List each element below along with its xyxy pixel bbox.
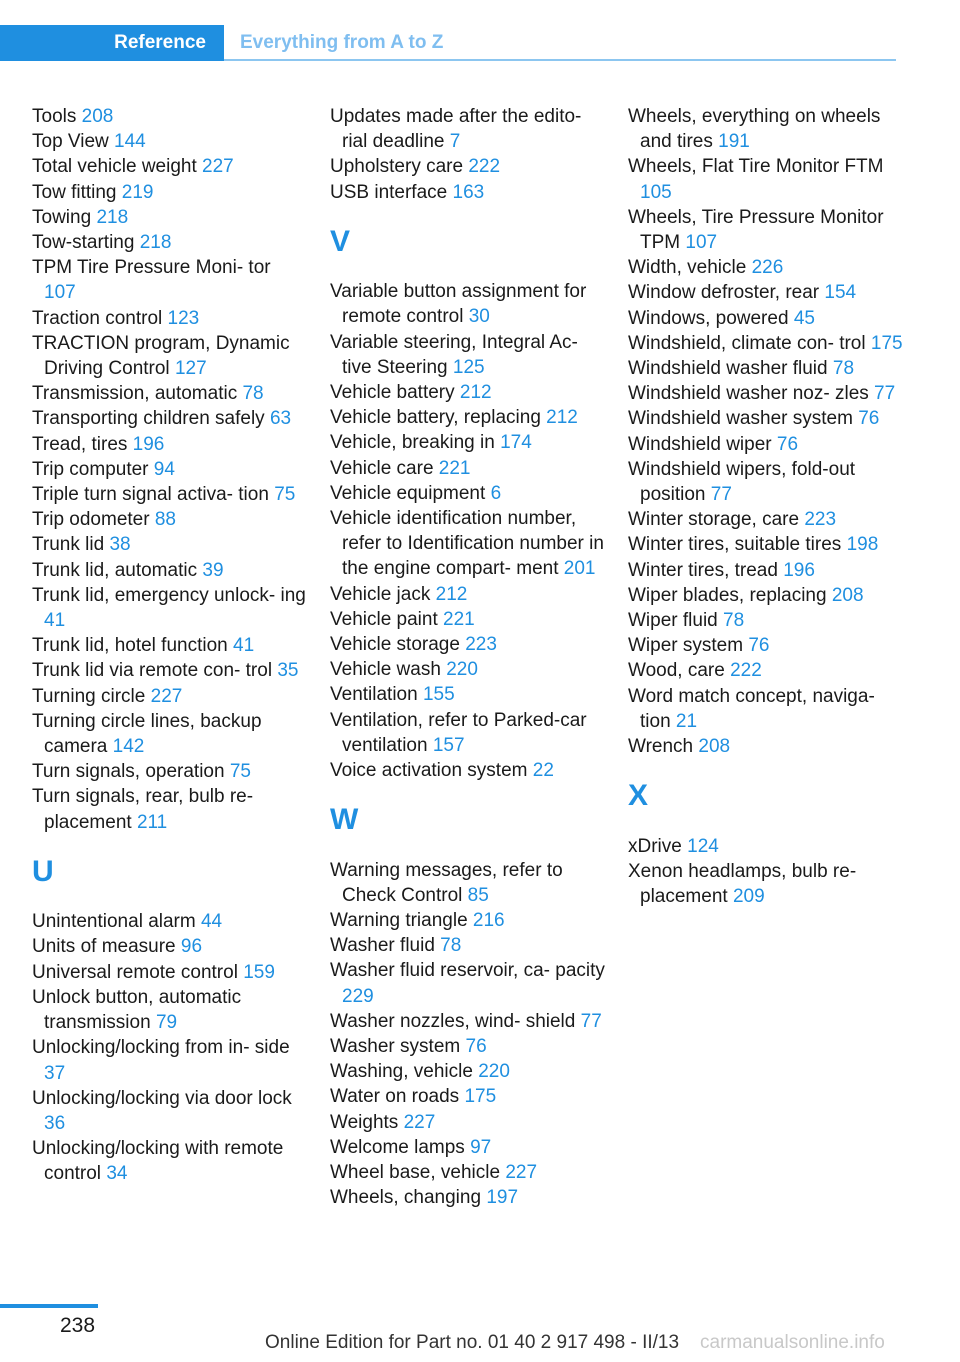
page-reference-link[interactable]: 220 bbox=[478, 1061, 510, 1083]
index-entry bbox=[32, 457, 307, 482]
index-entry bbox=[330, 380, 610, 405]
index-entry bbox=[628, 583, 908, 608]
page-reference-link[interactable]: 227 bbox=[150, 685, 183, 707]
index-entry bbox=[32, 129, 307, 154]
index-term: Trunk lid, automatic bbox=[32, 559, 198, 581]
index-term: Wrench bbox=[628, 736, 694, 758]
index-entry bbox=[330, 1135, 610, 1160]
page-reference-link[interactable]: 38 bbox=[109, 534, 131, 556]
page-reference-link[interactable]: 191 bbox=[718, 131, 750, 153]
index-term: Unlocking/locking via door lock bbox=[32, 1087, 292, 1109]
page-reference-link[interactable]: 41 bbox=[44, 610, 66, 632]
index-entry bbox=[330, 657, 610, 682]
index-term: Vehicle care bbox=[330, 457, 434, 479]
page-reference-link[interactable]: 157 bbox=[432, 734, 465, 756]
index-term: Wheels, Tire Pressure Monitor TPM bbox=[628, 206, 884, 254]
page-reference-link[interactable]: 197 bbox=[486, 1187, 519, 1209]
page-reference-link[interactable]: 79 bbox=[155, 1012, 178, 1034]
index-entry bbox=[330, 405, 610, 430]
index-entry bbox=[628, 432, 908, 457]
page-reference-link[interactable]: 208 bbox=[81, 106, 114, 127]
index-entry bbox=[628, 331, 908, 356]
index-term: Welcome lamps bbox=[330, 1136, 465, 1158]
index-term: Warning triangle bbox=[330, 910, 468, 932]
index-term: Unintentional alarm bbox=[32, 911, 196, 933]
page-reference-link[interactable]: 75 bbox=[229, 761, 251, 783]
index-term: Vehicle wash bbox=[330, 659, 441, 681]
page-reference-link[interactable]: 227 bbox=[403, 1111, 436, 1133]
page-reference-link[interactable]: 123 bbox=[167, 307, 200, 329]
index-entry bbox=[32, 406, 307, 431]
index-term: Windshield wipers, fold-out position bbox=[628, 458, 856, 506]
index-entry bbox=[628, 834, 908, 859]
index-term: Updates made after the edito‐ rial deadline bbox=[330, 106, 582, 153]
index-entry bbox=[32, 230, 307, 255]
index-entry bbox=[628, 658, 908, 683]
index-term: Tow fitting bbox=[32, 181, 117, 203]
index-term: Washing, vehicle bbox=[330, 1061, 473, 1083]
index-entry bbox=[330, 154, 610, 179]
page-reference-link[interactable]: 63 bbox=[269, 408, 292, 430]
index-term: Ventilation bbox=[330, 684, 418, 706]
header-rule bbox=[224, 59, 896, 61]
index-column-3 bbox=[628, 104, 908, 909]
index-entry bbox=[628, 633, 908, 658]
index-term: Trunk lid bbox=[32, 534, 105, 556]
page-reference-link[interactable]: 78 bbox=[723, 610, 745, 632]
index-entry bbox=[32, 104, 307, 129]
page-reference-link[interactable]: 154 bbox=[824, 282, 857, 304]
index-entry bbox=[32, 432, 307, 457]
index-term: Vehicle storage bbox=[330, 634, 460, 656]
index-term: Windshield wiper bbox=[628, 433, 772, 455]
index-term: Voice activation system bbox=[330, 760, 528, 782]
page-reference-link[interactable]: 222 bbox=[730, 660, 762, 682]
index-term: Window defroster, rear bbox=[628, 282, 820, 304]
index-term: Turn signals, rear, bulb re‐ placement bbox=[32, 786, 254, 833]
page-reference-link[interactable]: 21 bbox=[675, 710, 698, 732]
index-term: Variable steering, Integral Ac‐ tive Steering bbox=[330, 331, 578, 378]
page-reference-link[interactable]: 175 bbox=[464, 1086, 497, 1108]
index-term: Xenon headlamps, bulb re‐ placement bbox=[628, 860, 857, 908]
index-term: Wiper fluid bbox=[628, 610, 718, 632]
index-term: Windshield washer noz‐ zles bbox=[628, 383, 869, 405]
index-entry bbox=[330, 104, 610, 154]
page-reference-link[interactable]: 221 bbox=[438, 457, 471, 479]
index-term: Trunk lid via remote con‐ trol bbox=[32, 660, 273, 682]
page-reference-link[interactable]: 208 bbox=[698, 736, 731, 758]
page-reference-link[interactable]: 37 bbox=[44, 1062, 66, 1084]
page-reference-link[interactable]: 44 bbox=[200, 911, 223, 933]
page-reference-link[interactable]: 212 bbox=[459, 382, 492, 404]
index-entry bbox=[32, 684, 307, 709]
page-reference-link[interactable]: 41 bbox=[233, 635, 255, 657]
index-entry bbox=[32, 934, 307, 959]
index-term: Windows, powered bbox=[628, 307, 789, 329]
index-term: TPM Tire Pressure Moni‐ tor bbox=[32, 257, 271, 279]
index-entry bbox=[330, 758, 610, 783]
index-term: Windshield washer fluid bbox=[628, 358, 828, 380]
page-reference-link[interactable]: 222 bbox=[468, 156, 501, 178]
index-entry bbox=[628, 859, 908, 909]
index-term: Transmission, automatic bbox=[32, 383, 238, 405]
index-term: Winter storage, care bbox=[628, 509, 800, 531]
index-term: Unlocking/locking from in‐ side bbox=[32, 1037, 290, 1059]
index-entry bbox=[32, 255, 307, 305]
index-entry bbox=[32, 331, 307, 381]
page-reference-link[interactable]: 96 bbox=[180, 936, 203, 958]
index-entry bbox=[628, 381, 908, 406]
index-term: Turn signals, operation bbox=[32, 761, 225, 783]
index-term: Washer fluid bbox=[330, 935, 435, 957]
index-term: Tread, tires bbox=[32, 433, 128, 455]
index-entry bbox=[32, 784, 307, 834]
index-entry bbox=[32, 633, 307, 658]
index-entry bbox=[32, 381, 307, 406]
index-entry bbox=[330, 1160, 610, 1185]
index-entry bbox=[330, 180, 610, 205]
page-reference-link[interactable]: 175 bbox=[870, 332, 903, 354]
page-reference-link[interactable]: 7 bbox=[449, 131, 461, 153]
index-term: Towing bbox=[32, 206, 92, 228]
page-reference-link[interactable]: 94 bbox=[153, 458, 175, 480]
page-reference-link[interactable]: 78 bbox=[242, 383, 264, 405]
index-term: Word match concept, naviga‐ tion bbox=[628, 685, 875, 732]
index-term: Tow-starting bbox=[32, 232, 135, 254]
index-entry bbox=[628, 356, 908, 381]
page-reference-link[interactable]: 105 bbox=[640, 181, 672, 203]
index-entry bbox=[32, 558, 307, 583]
index-term: Wheels, everything on wheels and tires bbox=[628, 106, 881, 153]
index-term: Traction control bbox=[32, 307, 163, 329]
index-entry bbox=[628, 558, 908, 583]
page-reference-link[interactable]: 75 bbox=[274, 484, 296, 506]
index-entry bbox=[32, 306, 307, 331]
index-term: Width, vehicle bbox=[628, 257, 747, 279]
index-term: Washer system bbox=[330, 1036, 461, 1058]
index-term: Turning circle lines, backup camera bbox=[32, 710, 262, 758]
page-reference-link[interactable]: 221 bbox=[443, 608, 475, 630]
index-term: Wheels, Flat Tire Monitor FTM bbox=[628, 156, 884, 178]
index-term: Total vehicle weight bbox=[32, 156, 197, 178]
page-reference-link[interactable]: 34 bbox=[106, 1163, 128, 1185]
page-number: 238 bbox=[60, 1314, 96, 1337]
index-entry bbox=[330, 908, 610, 933]
index-term: Wheels, changing bbox=[330, 1187, 482, 1209]
index-term: Wood, care bbox=[628, 660, 725, 682]
index-term: Trunk lid, emergency unlock‐ ing bbox=[32, 584, 306, 606]
index-entry bbox=[32, 583, 307, 633]
index-term: Washer nozzles, wind‐ shield bbox=[330, 1010, 576, 1032]
index-entry bbox=[628, 608, 908, 633]
index-entry bbox=[32, 1136, 307, 1186]
page-reference-link[interactable]: 201 bbox=[563, 558, 596, 580]
index-term: Winter tires, tread bbox=[628, 559, 778, 581]
index-term: Windshield washer system bbox=[628, 408, 853, 430]
index-entry bbox=[628, 255, 908, 280]
page-reference-link[interactable]: 76 bbox=[465, 1036, 487, 1058]
page-reference-link[interactable]: 220 bbox=[446, 659, 478, 681]
index-term: Warning messages, refer to Check Control bbox=[330, 859, 563, 906]
index-entry bbox=[628, 280, 908, 305]
index-entry bbox=[32, 180, 307, 205]
index-term: Water on roads bbox=[330, 1086, 460, 1108]
index-term: Upholstery care bbox=[330, 156, 464, 178]
index-entry bbox=[32, 1035, 307, 1085]
index-entry bbox=[628, 154, 908, 204]
page-reference-link[interactable]: 97 bbox=[470, 1136, 492, 1158]
index-entry bbox=[330, 958, 610, 1008]
page-reference-link[interactable]: 223 bbox=[465, 634, 497, 656]
page-reference-link[interactable]: 107 bbox=[685, 232, 718, 254]
page-reference-link[interactable]: 76 bbox=[858, 408, 880, 430]
index-entry bbox=[628, 532, 908, 557]
page-header bbox=[0, 25, 896, 61]
index-entry bbox=[330, 430, 610, 455]
index-entry bbox=[330, 456, 610, 481]
index-entry bbox=[32, 709, 307, 759]
index-column-1 bbox=[32, 104, 307, 1187]
index-term: Variable button assignment for remote control bbox=[330, 281, 587, 328]
page-reference-link[interactable]: 78 bbox=[440, 935, 462, 957]
index-entry bbox=[330, 1110, 610, 1135]
page-reference-link[interactable]: 45 bbox=[793, 307, 815, 329]
index-entry bbox=[628, 507, 908, 532]
page-reference-link[interactable]: 227 bbox=[505, 1162, 538, 1184]
index-term: Wheel base, vehicle bbox=[330, 1162, 501, 1184]
index-entry bbox=[330, 1034, 610, 1059]
index-term: Turning circle bbox=[32, 685, 146, 707]
index-term: Unlocking/locking with remote control bbox=[32, 1138, 284, 1185]
page-reference-link[interactable]: 142 bbox=[112, 736, 145, 758]
index-term: Vehicle identification number, refer to Identification number in the engine compart‐ ment bbox=[330, 508, 604, 580]
index-term: Wiper blades, replacing bbox=[628, 584, 827, 606]
index-term: Trip odometer bbox=[32, 509, 150, 531]
index-term: Top View bbox=[32, 131, 109, 153]
index-entry bbox=[32, 154, 307, 179]
footer-rule bbox=[0, 1304, 98, 1308]
index-entry bbox=[32, 507, 307, 532]
index-term: Windshield, climate con‐ trol bbox=[628, 332, 866, 354]
page-reference-link[interactable]: 216 bbox=[472, 910, 505, 932]
index-column-2 bbox=[330, 104, 610, 1211]
page-reference-link[interactable]: 226 bbox=[751, 257, 784, 279]
index-entry bbox=[32, 532, 307, 557]
index-entry bbox=[32, 205, 307, 230]
index-entry bbox=[32, 759, 307, 784]
index-term: Winter tires, suitable tires bbox=[628, 534, 842, 556]
page-reference-link[interactable]: 36 bbox=[44, 1112, 66, 1134]
page-reference-link[interactable]: 218 bbox=[96, 206, 129, 228]
index-entry bbox=[330, 1009, 610, 1034]
index-entry bbox=[330, 1084, 610, 1109]
index-letter-heading: U bbox=[32, 854, 54, 888]
index-entry bbox=[32, 658, 307, 683]
page-reference-link[interactable]: 22 bbox=[532, 760, 554, 782]
index-term: Vehicle equipment bbox=[330, 482, 486, 504]
index-term: Ventilation, refer to Parked-car ventilation bbox=[330, 709, 587, 756]
index-entry bbox=[330, 682, 610, 707]
index-entry bbox=[330, 506, 610, 582]
index-entry bbox=[330, 481, 610, 506]
page-reference-link[interactable]: 77 bbox=[710, 484, 732, 506]
edition-note: Online Edition for Part no. 01 40 2 917 498 - II/13 bbox=[265, 1332, 680, 1353]
index-term: xDrive bbox=[628, 835, 682, 857]
index-term: Universal remote control bbox=[32, 961, 238, 983]
index-entry bbox=[32, 909, 307, 934]
index-term: Trip computer bbox=[32, 458, 149, 480]
index-letter-heading: X bbox=[628, 779, 649, 813]
page-reference-link[interactable]: 78 bbox=[832, 358, 855, 380]
index-letter-heading: V bbox=[330, 224, 351, 258]
index-entry bbox=[32, 482, 307, 507]
page-reference-link[interactable]: 218 bbox=[139, 232, 172, 254]
index-term: Triple turn signal activa‐ tion bbox=[32, 484, 269, 506]
page-reference-link[interactable]: 219 bbox=[121, 181, 154, 203]
index-entry bbox=[628, 104, 908, 154]
page-reference-link[interactable]: 39 bbox=[202, 559, 224, 581]
page-reference-link[interactable]: 155 bbox=[422, 684, 455, 706]
index-entry bbox=[330, 1059, 610, 1084]
index-entry bbox=[330, 858, 610, 908]
page-reference-link[interactable]: 6 bbox=[490, 482, 502, 504]
index-entry bbox=[32, 1086, 307, 1136]
page-reference-link[interactable]: 76 bbox=[748, 635, 770, 657]
page-reference-link[interactable]: 196 bbox=[783, 559, 815, 581]
index-term: Weights bbox=[330, 1111, 399, 1133]
index-entry bbox=[628, 306, 908, 331]
page-reference-link[interactable]: 163 bbox=[452, 181, 485, 203]
page-reference-link[interactable]: 208 bbox=[831, 584, 864, 606]
page-reference-link[interactable]: 227 bbox=[202, 156, 234, 178]
index-letter-heading: W bbox=[330, 803, 359, 837]
page-reference-link[interactable]: 196 bbox=[132, 433, 165, 455]
index-term: Units of measure bbox=[32, 936, 176, 958]
page-reference-link[interactable]: 212 bbox=[435, 583, 468, 605]
page-reference-link[interactable]: 144 bbox=[114, 131, 146, 153]
index-entry bbox=[330, 1185, 610, 1210]
index-term: Vehicle paint bbox=[330, 608, 438, 630]
index-entry bbox=[628, 684, 908, 734]
index-entry bbox=[32, 960, 307, 985]
page-reference-link[interactable]: 76 bbox=[776, 433, 799, 455]
index-term: Wiper system bbox=[628, 635, 744, 657]
page-reference-link[interactable]: 127 bbox=[174, 358, 207, 380]
index-term: Vehicle jack bbox=[330, 583, 431, 605]
index-entry bbox=[330, 607, 610, 632]
index-term: Trunk lid, hotel function bbox=[32, 635, 228, 657]
index-term: USB interface bbox=[330, 181, 448, 203]
index-entry bbox=[330, 330, 610, 380]
index-entry bbox=[628, 734, 908, 759]
page-reference-link[interactable]: 198 bbox=[846, 534, 879, 556]
page-reference-link[interactable]: 211 bbox=[136, 811, 168, 833]
index-entry bbox=[330, 933, 610, 958]
index-term: Vehicle battery bbox=[330, 382, 455, 404]
watermark: carmanualsonline.info bbox=[700, 1332, 885, 1353]
page-reference-link[interactable]: 209 bbox=[732, 886, 765, 908]
index-term: Unlock button, automatic transmission bbox=[32, 986, 242, 1034]
index-entry bbox=[330, 632, 610, 657]
index-term: Vehicle, breaking in bbox=[330, 432, 495, 454]
page-reference-link[interactable]: 124 bbox=[687, 835, 719, 857]
index-entry bbox=[32, 985, 307, 1035]
page-reference-link[interactable]: 85 bbox=[467, 884, 489, 906]
page-reference-link[interactable]: 159 bbox=[243, 961, 275, 983]
index-entry bbox=[330, 582, 610, 607]
page-reference-link[interactable]: 223 bbox=[804, 509, 837, 531]
page-reference-link[interactable]: 174 bbox=[500, 432, 532, 454]
section-tab[interactable]: Reference bbox=[0, 25, 224, 61]
index-term: TRACTION program, Dynamic Driving Control bbox=[32, 332, 290, 380]
page-reference-link[interactable]: 77 bbox=[874, 383, 896, 405]
page-reference-link[interactable]: 77 bbox=[580, 1010, 602, 1032]
page-reference-link[interactable]: 229 bbox=[342, 985, 374, 1007]
index-term: Vehicle battery, replacing bbox=[330, 407, 541, 429]
page-reference-link[interactable]: 35 bbox=[277, 660, 299, 682]
index-entry bbox=[628, 205, 908, 255]
page-reference-link[interactable]: 125 bbox=[452, 356, 485, 378]
index-term: Transporting children safely bbox=[32, 408, 265, 430]
page-reference-link[interactable]: 88 bbox=[154, 509, 176, 531]
page-reference-link[interactable]: 107 bbox=[44, 282, 76, 304]
index-entry bbox=[628, 406, 908, 431]
chapter-title: Everything from A to Z bbox=[240, 32, 444, 53]
index-entry bbox=[330, 279, 610, 329]
index-entry bbox=[330, 708, 610, 758]
page-reference-link[interactable]: 212 bbox=[546, 407, 578, 429]
index-term: Washer fluid reservoir, ca‐ pacity bbox=[330, 960, 605, 982]
page-reference-link[interactable]: 30 bbox=[468, 306, 490, 328]
index-term: Tools bbox=[32, 106, 77, 127]
index-entry bbox=[628, 457, 908, 507]
